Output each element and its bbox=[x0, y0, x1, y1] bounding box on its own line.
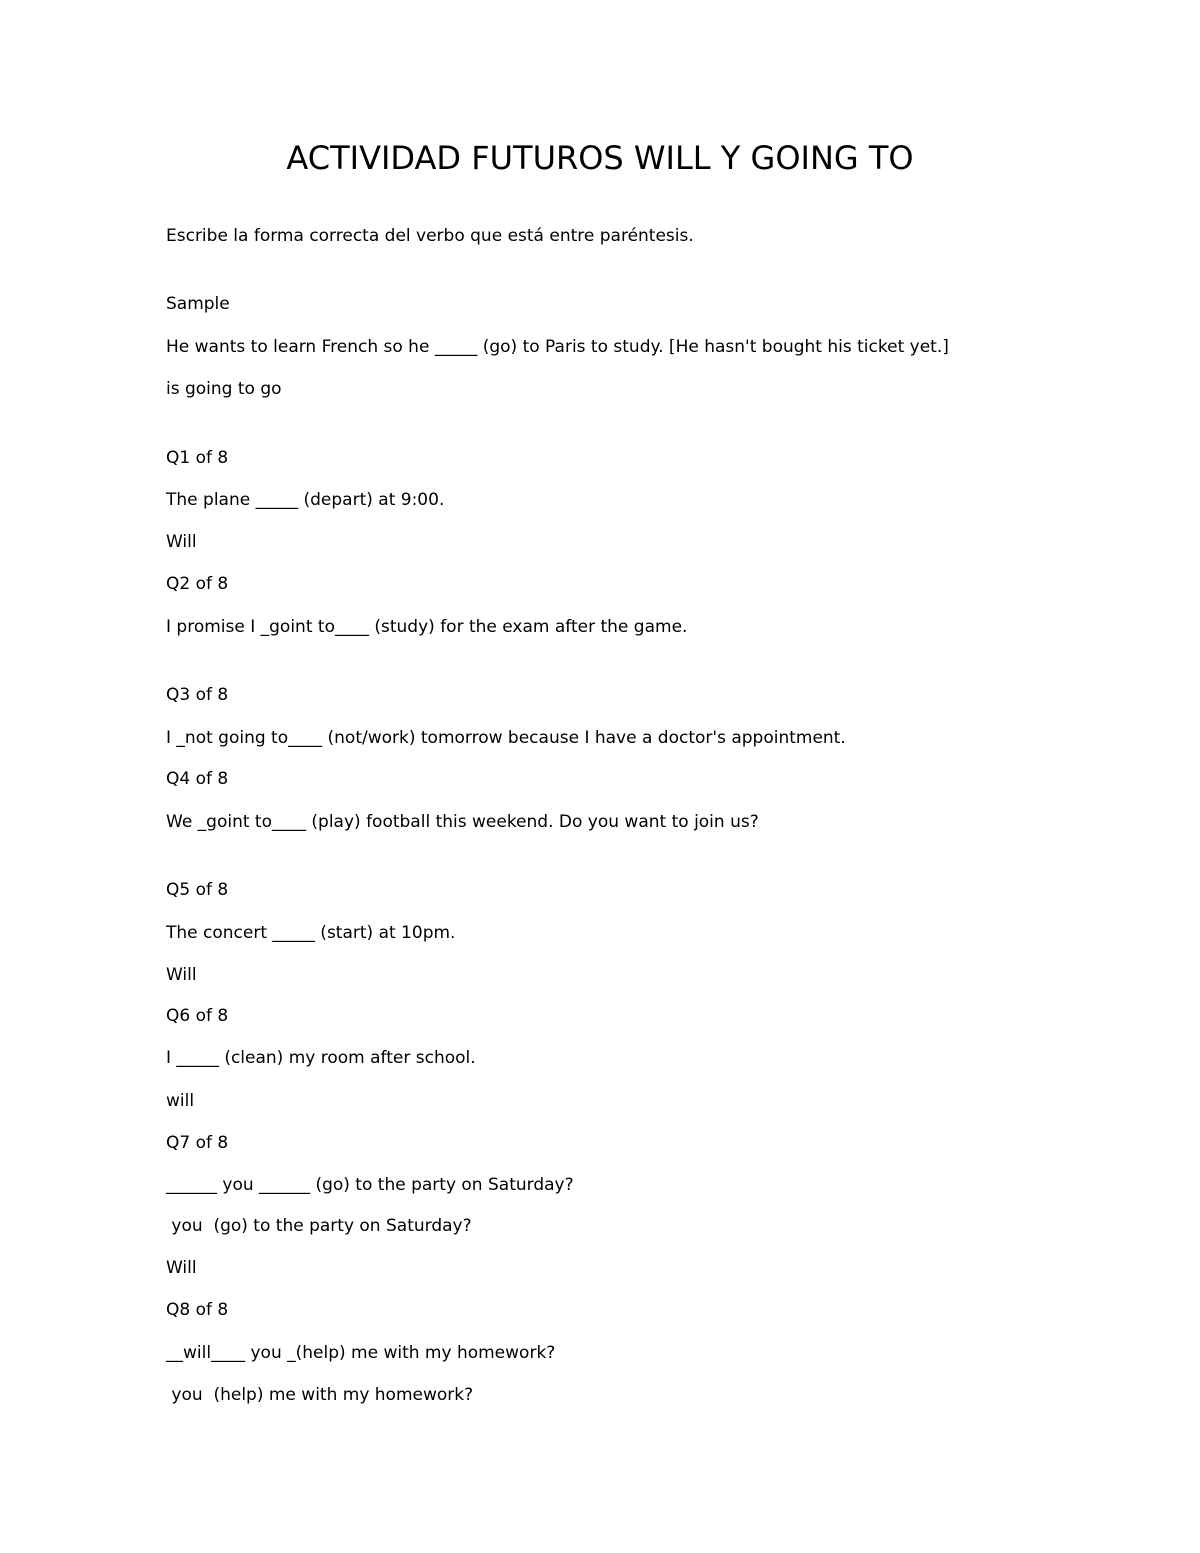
sample-label: Sample bbox=[166, 294, 230, 314]
document-title: ACTIVIDAD FUTUROS WILL Y GOING TO bbox=[286, 139, 914, 177]
answer-text-q1: Will bbox=[166, 532, 197, 552]
question-label-q8: Q8 of 8 bbox=[166, 1300, 229, 1320]
answer-text-q6: will bbox=[166, 1091, 195, 1111]
question-text-q8-repeat: you (help) me with my homework? bbox=[166, 1385, 474, 1405]
sample-answer: is going to go bbox=[166, 379, 282, 399]
question-text-q6: I _____ (clean) my room after school. bbox=[166, 1048, 476, 1068]
question-text-q2: I promise I _goint to____ (study) for the exam after the game. bbox=[166, 617, 688, 637]
question-text-q5: The concert _____ (start) at 10pm. bbox=[166, 923, 456, 943]
question-text-q1: The plane _____ (depart) at 9:00. bbox=[166, 490, 445, 510]
question-label-q5: Q5 of 8 bbox=[166, 880, 229, 900]
question-label-q1: Q1 of 8 bbox=[166, 448, 229, 468]
question-label-q6: Q6 of 8 bbox=[166, 1006, 229, 1026]
sample-sentence: He wants to learn French so he _____ (go) to Paris to study. [He hasn't bought his ticket yet.] bbox=[166, 337, 949, 357]
answer-text-q5: Will bbox=[166, 965, 197, 985]
question-text-q7: ______ you ______ (go) to the party on Saturday? bbox=[166, 1175, 574, 1195]
question-label-q3: Q3 of 8 bbox=[166, 685, 229, 705]
question-text-q7-repeat: you (go) to the party on Saturday? bbox=[166, 1216, 472, 1236]
question-text-q3: I _not going to____ (not/work) tomorrow because I have a doctor's appointment. bbox=[166, 728, 846, 748]
question-label-q4: Q4 of 8 bbox=[166, 769, 229, 789]
question-label-q2: Q2 of 8 bbox=[166, 574, 229, 594]
instructions-text: Escribe la forma correcta del verbo que está entre paréntesis. bbox=[166, 226, 694, 246]
question-label-q7: Q7 of 8 bbox=[166, 1133, 229, 1153]
answer-text-q7: Will bbox=[166, 1258, 197, 1278]
question-text-q4: We _goint to____ (play) football this weekend. Do you want to join us? bbox=[166, 812, 759, 832]
question-text-q8: __will____ you _(help) me with my homework? bbox=[166, 1343, 556, 1363]
